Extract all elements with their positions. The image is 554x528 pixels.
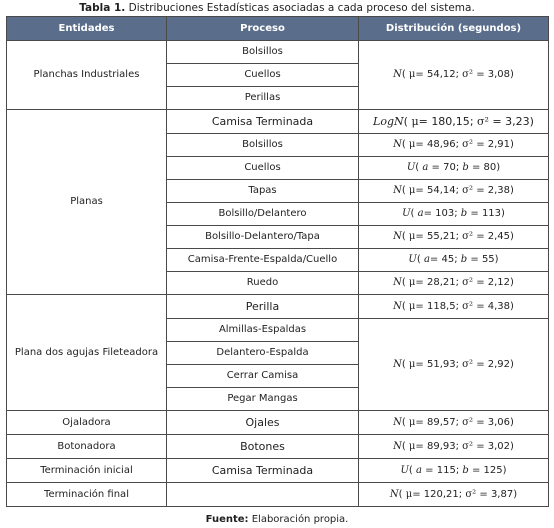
table-row [7, 435, 549, 459]
table-row [7, 483, 549, 507]
process-cell [167, 483, 359, 507]
entity-cell: Botonadora [7, 435, 167, 459]
process-cell: Pegar Mangas [167, 388, 359, 411]
entity-cell: Ojaladora [7, 411, 167, 435]
process-cell: Perillas [167, 87, 359, 110]
process-cell: Botones [167, 435, 359, 459]
caption-text: Distribuciones Estadísticas asociadas a cada proceso del sistema. [128, 2, 475, 14]
table-row [7, 411, 549, 435]
process-cell: Ruedo [167, 272, 359, 295]
footer-label: Fuente: [205, 514, 249, 525]
process-cell: Camisa Terminada [167, 459, 359, 483]
distributions-table [6, 16, 549, 507]
entity-cell: Plana dos agujas Fileteadora [7, 295, 167, 411]
distribution-cell: N( μ= 120,21; σ² = 3,87) [359, 483, 549, 507]
process-cell: Bolsillos [167, 134, 359, 157]
distribution-cell: U( a = 115; b = 125) [359, 459, 549, 483]
process-cell: Delantero-Espalda [167, 342, 359, 365]
header-proceso: Proceso [167, 17, 359, 41]
header-row [7, 17, 549, 41]
table-row [7, 110, 549, 134]
entity-cell: Terminación inicial [7, 459, 167, 483]
footer-text: Elaboración propia. [251, 514, 349, 525]
header-distribucion: Distribución (segundos) [359, 17, 549, 41]
process-cell: Camisa-Frente-Espalda/Cuello [167, 249, 359, 272]
distribution-cell: N( μ= 89,57; σ² = 3,06) [359, 411, 549, 435]
distribution-cell: N( μ= 54,14; σ² = 2,38) [359, 180, 549, 203]
table-source-note [0, 512, 554, 528]
distribution-cell: N( μ= 51,93; σ² = 2,92) [359, 319, 549, 411]
header-entidades: Entidades [7, 17, 167, 41]
entity-cell: Planas [7, 110, 167, 295]
process-cell: Cuellos [167, 157, 359, 180]
process-cell: Camisa Terminada [167, 110, 359, 134]
process-cell: Cerrar Camisa [167, 365, 359, 388]
process-cell: Bolsillo-Delantero/Tapa [167, 226, 359, 249]
process-cell: Cuellos [167, 64, 359, 87]
distribution-cell: N( μ= 28,21; σ² = 2,12) [359, 272, 549, 295]
distribution-cell: U( a= 45; b = 55) [359, 249, 549, 272]
entity-cell: Planchas Industriales [7, 41, 167, 110]
table-row [7, 459, 549, 483]
table-caption [0, 0, 554, 16]
distribution-cell: LogN( μ= 180,15; σ² = 3,23) [359, 110, 549, 134]
process-cell: Ojales [167, 411, 359, 435]
process-cell: Almillas-Espaldas [167, 319, 359, 342]
process-cell: Tapas [167, 180, 359, 203]
distribution-cell: U( a = 70; b = 80) [359, 157, 549, 180]
distribution-cell: N( μ= 118,5; σ² = 4,38) [359, 295, 549, 319]
distribution-cell: N( μ= 54,12; σ² = 3,08) [359, 41, 549, 110]
distribution-cell: N( μ= 48,96; σ² = 2,91) [359, 134, 549, 157]
distribution-cell: N( μ= 89,93; σ² = 3,02) [359, 435, 549, 459]
process-cell: Bolsillo/Delantero [167, 203, 359, 226]
distribution-cell: U( a= 103; b = 113) [359, 203, 549, 226]
distribution-cell: N( μ= 55,21; σ² = 2,45) [359, 226, 549, 249]
entity-cell: Terminación final [7, 483, 167, 507]
caption-label: Tabla 1. [79, 2, 126, 14]
process-cell: Perilla [167, 295, 359, 319]
table-row [7, 41, 549, 64]
process-cell: Bolsillos [167, 41, 359, 64]
table-row [7, 295, 549, 319]
